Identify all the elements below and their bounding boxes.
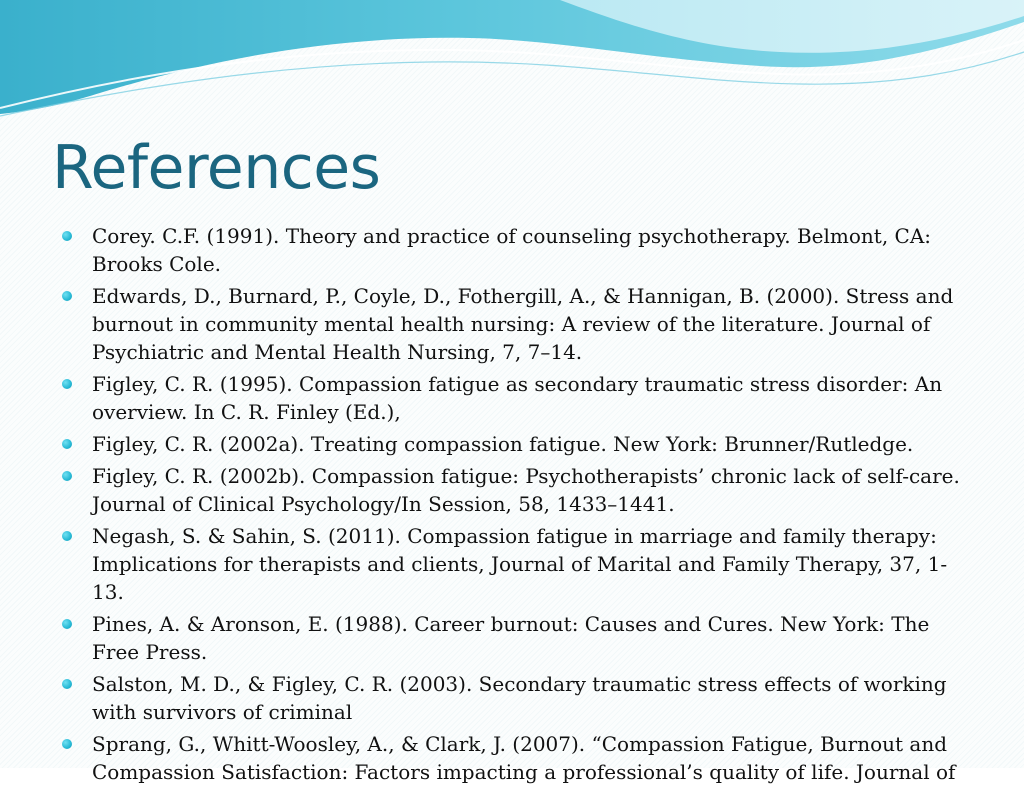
reference-item [60, 610, 960, 666]
reference-item [60, 670, 960, 726]
reference-item [60, 222, 960, 278]
reference-item [60, 522, 960, 606]
reference-text: Sprang, G., Whitt-Woosley, A., & Clark, J. (2007). “Compassion Fatigue, Burnout and Compassion Satisfaction: Factors impacting a professional’s quality of life. Journal of [92, 732, 956, 784]
bullet-icon [62, 679, 72, 689]
bullet-icon [62, 379, 72, 389]
bullet-icon [62, 471, 72, 481]
reference-text: Salston, M. D., & Figley, C. R. (2003). Secondary traumatic stress effects of working with survivors of criminal [92, 672, 947, 724]
reference-item [60, 730, 960, 786]
bullet-icon [62, 439, 72, 449]
reference-text: Negash, S. & Sahin, S. (2011). Compassion fatigue in marriage and family therapy: Implications for therapists and clients, Journal of Marital and Family Therapy, 37, 1-13. [92, 524, 948, 604]
bullet-icon [62, 739, 72, 749]
reference-item [60, 370, 960, 426]
reference-text: Corey. C.F. (1991). Theory and practice of counseling psychotherapy. Belmont, CA: Brooks Cole. [92, 224, 932, 276]
bullet-icon [62, 619, 72, 629]
bullet-icon [62, 231, 72, 241]
reference-text: Figley, C. R. (1995). Compassion fatigue as secondary traumatic stress disorder: An overview. In C. R. Finley (Ed.), [92, 372, 943, 424]
bullet-icon [62, 531, 72, 541]
reference-text: Figley, C. R. (2002a). Treating compassion fatigue. New York: Brunner/Rutledge. [92, 432, 914, 456]
slide-title: References [52, 133, 381, 203]
reference-text: Figley, C. R. (2002b). Compassion fatigue: Psychotherapists’ chronic lack of self-care. Journal of Clinical Psychology/In Session, 58, 1433–1441. [92, 464, 960, 516]
reference-list [60, 222, 960, 790]
reference-text: Pines, A. & Aronson, E. (1988). Career burnout: Causes and Cures. New York: The Free Press. [92, 612, 930, 664]
reference-text: Edwards, D., Burnard, P., Coyle, D., Fothergill, A., & Hannigan, B. (2000). Stress and burnout in community mental health nursing: A review of the literature. Journal of Psychiatric and Mental Health Nursing, 7, 7–14. [92, 284, 954, 364]
bullet-icon [62, 291, 72, 301]
reference-item [60, 282, 960, 366]
reference-item [60, 462, 960, 518]
reference-item [60, 430, 960, 458]
header-wave-decoration [0, 0, 1024, 120]
